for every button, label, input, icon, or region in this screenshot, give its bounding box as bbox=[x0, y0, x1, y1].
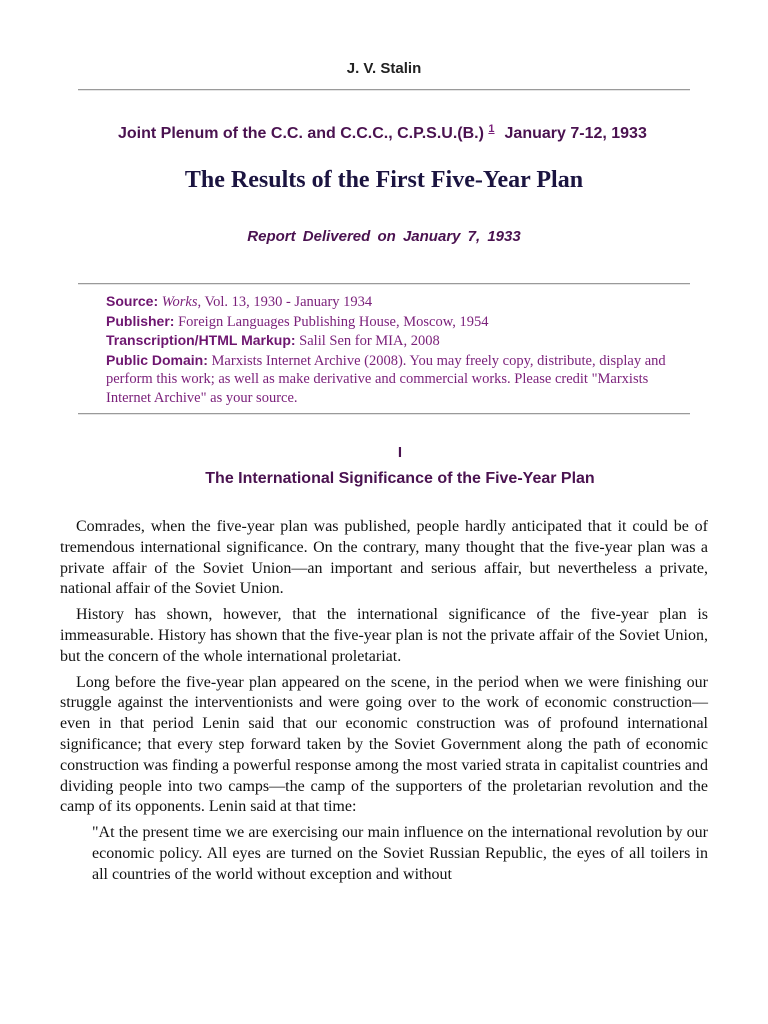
source-work: Works bbox=[161, 294, 198, 310]
source-line bbox=[106, 292, 676, 312]
publisher-value: Foreign Languages Publishing House, Moscow, 1954 bbox=[178, 313, 489, 330]
public-domain-label: Public Domain: bbox=[106, 351, 208, 368]
article-body bbox=[60, 517, 708, 886]
publisher-line bbox=[106, 312, 676, 332]
paragraph-1: Comrades, when the five-year plan was published, people hardly anticipated that it could be of tremendous international significance. On the contrary, many thought that the five-year plan was a private affair of the Soviet Union—an important and serious affair, but nevertheless a private, national affair of the Soviet Union. bbox=[60, 518, 708, 598]
page-title: The Results of the First Five-Year Plan bbox=[184, 167, 584, 193]
section-number: I bbox=[397, 444, 403, 461]
footnote-link[interactable]: 1 bbox=[488, 123, 495, 135]
source-details: , Vol. 13, 1930 - January 1934 bbox=[197, 294, 373, 310]
meeting-date: January 7-12, 1933 bbox=[504, 125, 647, 142]
source-label: Source: bbox=[106, 293, 159, 309]
section-title: The International Significance of the Five-Year Plan bbox=[205, 470, 595, 487]
source-info-block bbox=[106, 292, 676, 408]
meeting-heading bbox=[118, 123, 647, 143]
paragraph-2: History has shown, however, that the international significance of the five-year plan is immeasurable. History has shown that the five-year plan is not the private affair of the Soviet Union, but the concern of the whole international proletariat. bbox=[60, 606, 708, 665]
transcription-line bbox=[106, 331, 676, 351]
page-subtitle: Report Delivered on January 7, 1933 bbox=[247, 228, 521, 245]
publisher-label: Publisher: bbox=[106, 312, 175, 329]
divider-info-top bbox=[78, 283, 690, 285]
author-name: J. V. Stalin bbox=[346, 60, 422, 77]
public-domain-text: Marxists Internet Archive (2008). You may freely copy, distribute, display and perform this work; as well as make derivative and commercial works. Please credit "Marxists Internet Archive" as your source. bbox=[106, 352, 666, 406]
divider-info-bottom bbox=[78, 413, 690, 415]
lenin-quote: "At the present time we are exercising our main influence on the international revolution by our economic policy. All eyes are turned on the Soviet Russian Republic, the eyes of all toilers in all countries of the world without exception and without bbox=[92, 824, 708, 883]
meeting-title: Joint Plenum of the C.C. and C.C.C., C.P.S.U.(B.) bbox=[118, 125, 484, 142]
paragraph-3: Long before the five-year plan appeared on the scene, in the period when we were finishing our struggle against the interventionists and were going over to the work of economic construction—even in that period Lenin said that our economic construction was of profound international significance; that every step forward taken by the Soviet Government along the path of economic construction was finding a powerful response among the most varied strata in capitalist countries and dividing people into two camps—the camp of the supporters of the proletarian revolution and the camp of its opponents. Lenin said at that time: bbox=[60, 673, 708, 816]
transcription-value: Salil Sen for MIA, 2008 bbox=[299, 333, 440, 350]
public-domain-line bbox=[106, 351, 676, 408]
transcription-label: Transcription/HTML Markup: bbox=[106, 332, 296, 349]
divider-top bbox=[78, 89, 690, 91]
